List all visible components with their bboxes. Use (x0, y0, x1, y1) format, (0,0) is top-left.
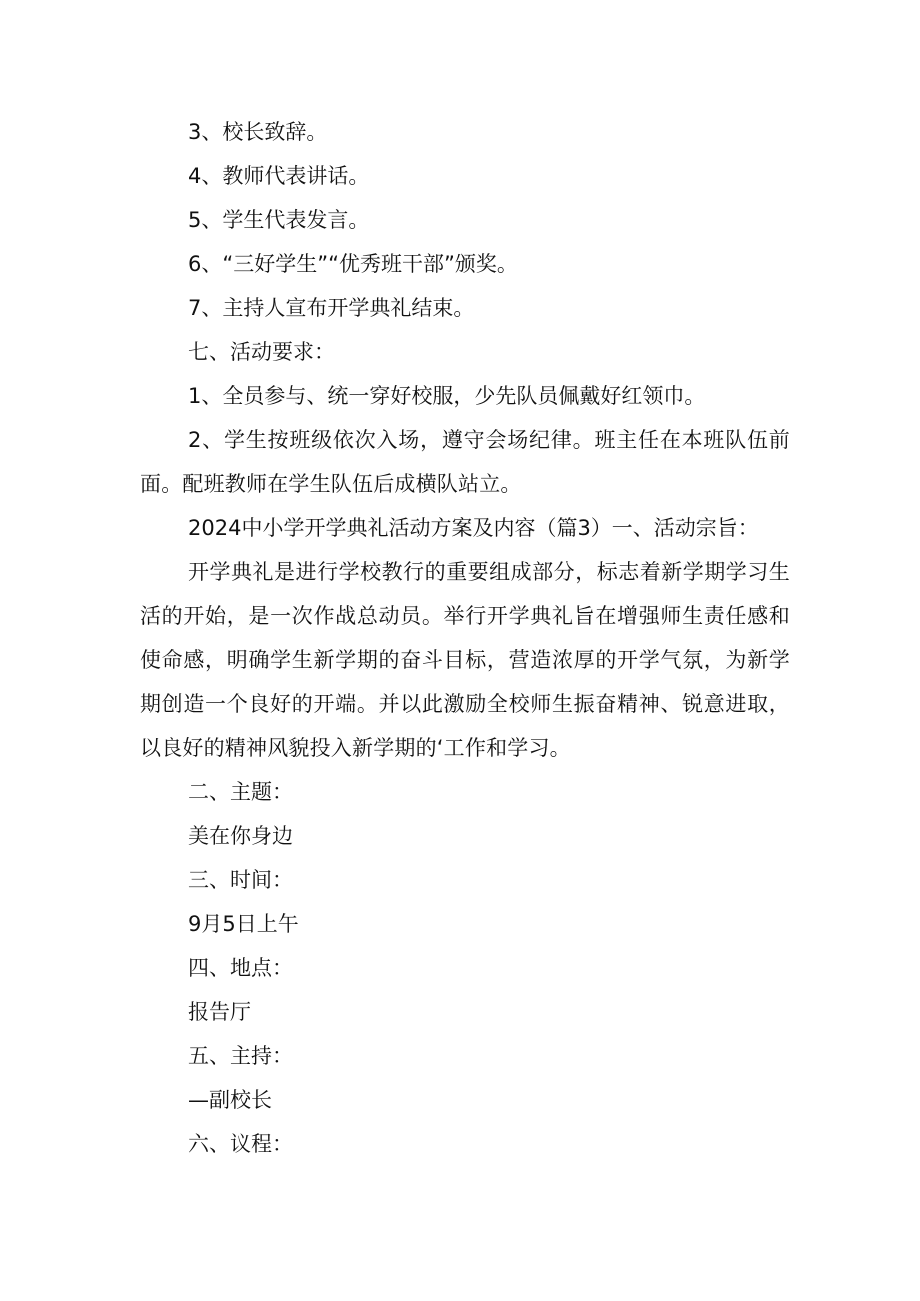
agenda-item-4: 4、教师代表讲话。 (188, 164, 370, 188)
location-value: 报告厅 (188, 1000, 251, 1024)
document-body (140, 110, 790, 1166)
time-value: 9月5日上午 (188, 912, 299, 936)
plan-heading: 2024中小学开学典礼活动方案及内容（篇3）一、活动宗旨： (188, 516, 759, 540)
agenda-item-6: 6、“三好学生”“优秀班干部”颁奖。 (188, 252, 518, 276)
section-heading-host: 五、主持： (188, 1044, 293, 1068)
section-heading-time: 三、时间： (188, 868, 293, 892)
section-heading-location: 四、地点： (188, 956, 293, 980)
agenda-item-5: 5、学生代表发言。 (188, 208, 370, 232)
agenda-item-7: 7、主持人宣布开学典礼结束。 (188, 296, 475, 320)
theme-value: 美在你身边 (188, 824, 293, 848)
section-heading-agenda: 六、议程： (188, 1132, 293, 1156)
section-heading-requirements: 七、活动要求： (188, 340, 335, 364)
section-heading-theme: 二、主题： (188, 780, 293, 804)
requirement-item-1: 1、全员参与、统一穿好校服，少先队员佩戴好红领巾。 (188, 384, 706, 408)
purpose-paragraph: 开学典礼是进行学校教行的重要组成部分，标志着新学期学习生活的开始，是一次作战总动员。举行开学典礼旨在增强师生责任感和使命感，明确学生新学期的奋斗目标，营造浓厚的开学气氛，为新学期创造一个良好的开端。并以此激励全校师生振奋精神、锐意进取，以良好的精神风貌投入新学期的‘工作和学习。 (140, 560, 790, 760)
host-value: —副校长 (188, 1088, 272, 1112)
requirement-item-2: 2、学生按班级依次入场，遵守会场纪律。班主任在本班队伍前面。配班教师在学生队伍后成横队站立。 (140, 428, 790, 496)
agenda-item-3: 3、校长致辞。 (188, 120, 328, 144)
